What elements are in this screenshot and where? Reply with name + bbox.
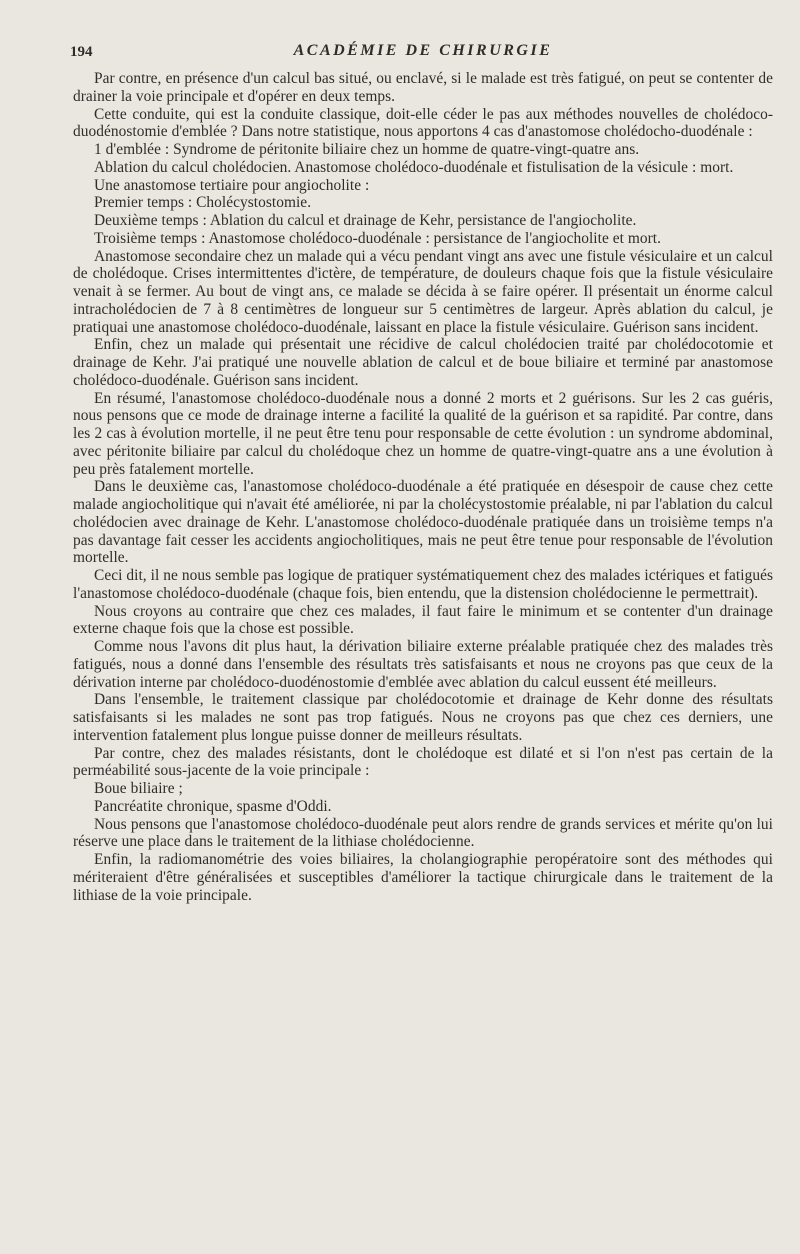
paragraph: En résumé, l'anastomose cholédoco-duodénale nous a donné 2 morts et 2 guérisons. Sur les 2 cas guéris, nous pensons que ce mode de drainage interne a facilité la qualité de la guérison et sa rapidité. Par contre, dans les 2 cas à évolution mortelle, il ne peut être tenu pour responsable de cette évolution : un syndrome abdominal, avec péritonite biliaire par calcul du cholédoque chez un homme de quatre-vingt-quatre ans a une évolution à peu près fatalement mortelle.: [73, 389, 773, 478]
paragraph: Dans le deuxième cas, l'anastomose cholédoco-duodénale a été pratiquée en désespoir de cause chez cette malade angiocholitique qui n'avait été améliorée, ni par la cholécystostomie préalable, ni par l'ablation du calcul cholédocien avec drainage de Kehr. L'anastomose cholédoco-duodénale pratiquée dans un troisième temps n'a pas davantage fait cesser les accidents angiocholitiques, mais ne peut être tenue pour responsable de l'évolution mortelle.: [73, 478, 773, 567]
paragraph: Ceci dit, il ne nous semble pas logique de pratiquer systématiquement chez des malades ictériques et fatigués l'anastomose cholédoco-duodénale (chaque fois, bien entendu, que la distension cholédocienne le permettrait).: [73, 567, 773, 602]
paragraph: 1 d'emblée : Syndrome de péritonite biliaire chez un homme de quatre-vingt-quatre ans.: [94, 141, 640, 158]
paragraph: Par contre, chez des malades résistants, dont le cholédoque est dilaté et si l'on n'est pas certain de la perméabilité sous-jacente de la voie principale :: [73, 744, 773, 780]
running-title: ACADÉMIE DE CHIRURGIE: [293, 42, 553, 59]
paragraph: Cette conduite, qui est la conduite classique, doit-elle céder le pas aux méthodes nouvelles de cholédoco-duodénostomie d'emblée ? Dans notre statistique, nous apportons 4 cas d'anastomose cholédocho-duodénale :: [73, 105, 773, 141]
paragraph: Nous croyons au contraire que chez ces malades, il faut faire le minimum et se contenter d'un drainage externe chaque fois que la chose est possible.: [73, 602, 773, 638]
page-number: 194: [70, 44, 93, 60]
paragraph: Une anastomose tertiaire pour angiocholite :: [94, 176, 370, 194]
body-text: [73, 70, 773, 904]
paragraph: Dans l'ensemble, le traitement classique par cholédocotomie et drainage de Kehr donne des résultats satisfaisants si les malades ne sont pas trop fatigués. Nous ne croyons pas que chez ces derniers, une intervention fatalement plus longue puisse donner de meilleurs résultats.: [73, 691, 773, 744]
paragraph: Par contre, en présence d'un calcul bas situé, ou enclavé, si le malade est très fatigué, on peut se contenter de drainer la voie principale et d'opérer en deux temps.: [73, 70, 773, 105]
paragraph: Enfin, la radiomanométrie des voies biliaires, la cholangiographie peropératoire sont des méthodes qui mériteraient d'être généralisées et susceptibles d'améliorer la tactique chirurgicale dans le traitement de la lithiase de la voie principale.: [73, 851, 773, 904]
paragraph: Ablation du calcul cholédocien. Anastomose cholédoco-duodénale et fistulisation de la vésicule : mort.: [94, 158, 734, 176]
paragraph: Troisième temps : Anastomose cholédoco-duodénale : persistance de l'angiocholite et mort.: [94, 229, 661, 247]
page-header: [70, 38, 773, 64]
paragraph: Boue biliaire ;: [94, 780, 183, 797]
paragraph: Anastomose secondaire chez un malade qui a vécu pendant vingt ans avec une fistule vésiculaire et un calcul de cholédoque. Crises intermittentes d'ictère, de température, de douleurs chaque fois que la fistule vésiculaire venait à se fermer. Au bout de vingt ans, ce malade se décida à se faire opérer. Il présentait un énorme calcul intracholédocien de 7 à 8 centimètres de longueur sur 5 centimètres de largeur. Après ablation du calcul, je pratiquai une anastomose cholédoco-duodénale, laissant en place la fistule vésiculaire. Guérison sans incident.: [73, 247, 773, 336]
paragraph: Deuxième temps : Ablation du calcul et drainage de Kehr, persistance de l'angiocholite.: [94, 212, 637, 229]
paragraph: Comme nous l'avons dit plus haut, la dérivation biliaire externe préalable pratiquée chez des malades très fatigués, nous a donné dans l'ensemble des résultats très satisfaisants et nous ne croyons pas que ceux de la dérivation interne par cholédoco-duodénostomie d'emblée avec ablation du calcul eussent été meilleurs.: [73, 638, 773, 691]
paragraph: Premier temps : Cholécystostomie.: [94, 194, 312, 212]
paragraph: Enfin, chez un malade qui présentait une récidive de calcul cholédocien traité par cholédocotomie et drainage de Kehr. J'ai pratiqué une nouvelle ablation de calcul et de boue biliaire et terminé par anastomose cholédoco-duodénale. Guérison sans incident.: [73, 336, 773, 389]
paragraph: Nous pensons que l'anastomose cholédoco-duodénale peut alors rendre de grands services et mérite qu'on lui réserve une place dans le traitement de la lithiase cholédocienne.: [73, 815, 773, 851]
paragraph: Pancréatite chronique, spasme d'Oddi.: [94, 797, 332, 815]
